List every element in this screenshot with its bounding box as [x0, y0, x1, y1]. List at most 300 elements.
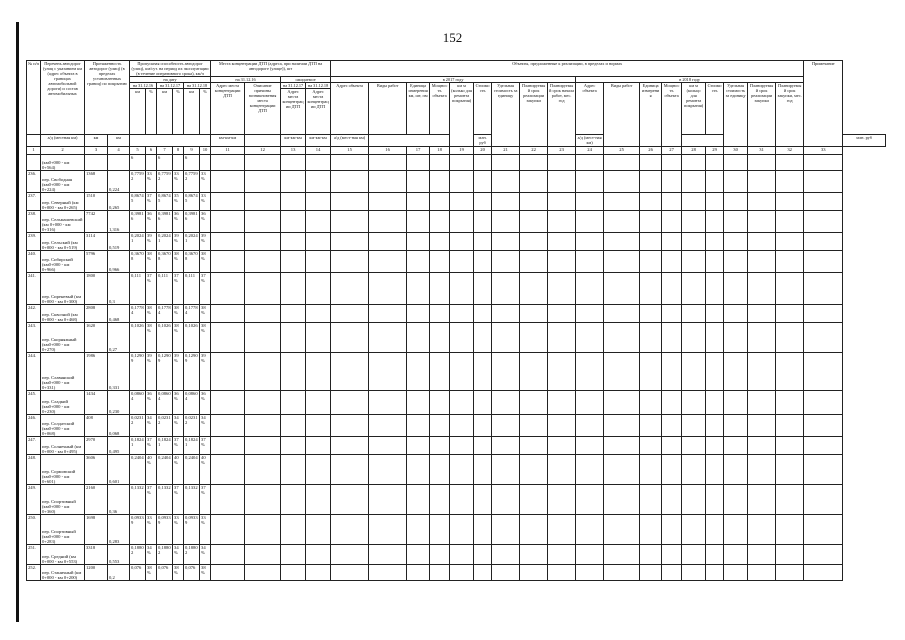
empty-cell: [724, 415, 748, 437]
empty-cell: [245, 273, 281, 305]
column-number-cell: 11: [211, 147, 245, 155]
empty-cell: [492, 171, 520, 193]
empty-cell: [804, 323, 843, 353]
empty-cell: [331, 251, 369, 273]
empty-cell: [331, 273, 369, 305]
cell-name: пер. Сибирский (км0+000 - км 0+966): [41, 251, 85, 273]
empty-cell: [450, 193, 474, 211]
empty-cell: [706, 233, 724, 251]
empty-cell: [245, 193, 281, 211]
empty-cell: [281, 391, 306, 415]
empty-cell: [682, 323, 706, 353]
empty-cell: [474, 415, 492, 437]
empty-cell: [776, 545, 804, 565]
cell-name: пер. Средний (км 0+000 - км 0+553): [41, 545, 85, 565]
empty-cell: [724, 323, 748, 353]
empty-cell: [748, 455, 776, 485]
empty-cell: [245, 251, 281, 273]
header-col-dtp-places: Места концентрации ДТП (адреса, при наличии ДТП на автодороге (улице)), шт: [211, 61, 331, 77]
cell-asp: 0,27: [108, 323, 130, 353]
header-unit-km-2: км: [157, 89, 173, 135]
header-dtp-d3: на 31.12.18: [306, 83, 331, 89]
cell-p3: 38%: [200, 323, 211, 353]
header-unit-pct-2: %: [173, 89, 184, 135]
table-row: [27, 193, 886, 211]
cell-v2: 0,1778 4: [157, 305, 173, 323]
empty-cell: [211, 415, 245, 437]
empty-cell: [369, 455, 407, 485]
empty-cell: [492, 391, 520, 415]
empty-cell: [776, 193, 804, 211]
empty-cell: [211, 233, 245, 251]
empty-cell: [369, 545, 407, 565]
cell-v2: 0,2024 1: [157, 233, 173, 251]
column-number-cell: 14: [306, 147, 331, 155]
cell-p3: 37%: [200, 485, 211, 515]
empty-cell: [430, 171, 450, 193]
empty-cell: [682, 193, 706, 211]
empty-cell: [492, 273, 520, 305]
empty-cell: [245, 233, 281, 251]
empty-cell: [706, 251, 724, 273]
cell-len: 1200: [85, 565, 108, 581]
empty-cell: [281, 193, 306, 211]
cell-p3: 33%: [200, 171, 211, 193]
empty-cell: [706, 545, 724, 565]
cell-v3: 0,0860 4: [184, 391, 200, 415]
empty-cell: [520, 455, 548, 485]
cell-p3: 39%: [200, 233, 211, 251]
empty-cell: [450, 251, 474, 273]
empty-cell: [520, 353, 548, 391]
cell-v2: 0,111: [157, 273, 173, 305]
empty-cell: [662, 211, 682, 233]
empty-cell: [407, 437, 430, 455]
header-dtp-addr-2: Адрес места концентрации ДТП: [281, 89, 306, 135]
empty-cell: [604, 193, 640, 211]
cell-v2: 0,076: [157, 565, 173, 581]
table-row: [27, 211, 886, 233]
column-number-cell: 20: [474, 147, 492, 155]
empty-cell: [748, 565, 776, 581]
empty-cell: [724, 251, 748, 273]
empty-cell: [520, 305, 548, 323]
empty-cell: [604, 233, 640, 251]
empty-cell: [576, 323, 604, 353]
empty-cell: [211, 251, 245, 273]
cell-v1: 0,7759 2: [130, 171, 146, 193]
cell-v2: 6: [157, 155, 173, 171]
cell-no: 252.: [27, 565, 41, 581]
cell-v1: 0,111: [130, 273, 146, 305]
cell-no: 248.: [27, 455, 41, 485]
cell-asp: [108, 155, 130, 171]
header-dtp-date: на 31.12.16: [211, 77, 281, 83]
cell-p3: 38%: [200, 305, 211, 323]
cell-v3: 0,1026: [184, 323, 200, 353]
empty-cell: [640, 515, 662, 545]
header-col-capacity: Пропускная способность автодорог (улиц), км/сут. на период их эксплуатации (в течение оперативного срока), км/ч: [130, 61, 211, 77]
empty-cell: [682, 455, 706, 485]
empty-cell: [331, 171, 369, 193]
table-row: [27, 515, 886, 545]
empty-cell: [281, 171, 306, 193]
empty-cell: [682, 155, 706, 171]
empty-cell: [724, 305, 748, 323]
empty-cell: [331, 455, 369, 485]
empty-cell: [474, 211, 492, 233]
empty-cell: [306, 211, 331, 233]
empty-cell: [450, 171, 474, 193]
empty-cell: [407, 211, 430, 233]
empty-cell: [548, 353, 576, 391]
cell-v2: 0,3981 6: [157, 211, 173, 233]
empty-cell: [520, 193, 548, 211]
column-number-cell: 28: [682, 147, 706, 155]
column-number-cell: 5: [130, 147, 146, 155]
page-number: 152: [442, 30, 463, 45]
cell-asp: 0,3: [108, 273, 130, 305]
left-margin-rule: [16, 22, 19, 622]
header-plan-works: Планируемый срок начала работ, мес. год: [548, 83, 576, 147]
empty-cell: [430, 251, 450, 273]
cell-name: пер. Сельмашевский (км 0+000 - км 0+316): [41, 211, 85, 233]
column-number-cell: 15: [331, 147, 369, 155]
empty-cell: [804, 437, 843, 455]
empty-cell: [804, 415, 843, 437]
cell-v1: 0,3981 6: [130, 211, 146, 233]
cell-p1: 33%: [146, 515, 157, 545]
column-number-cell: 7: [157, 147, 173, 155]
empty-cell: [776, 565, 804, 581]
empty-cell: [245, 353, 281, 391]
cell-p1: 38%: [146, 251, 157, 273]
empty-cell: [407, 155, 430, 171]
empty-cell: [548, 171, 576, 193]
header-unit-km-1: км: [130, 89, 146, 135]
empty-cell: [407, 485, 430, 515]
cell-p1: 38%: [146, 323, 157, 353]
empty-cell: [474, 455, 492, 485]
cell-len: 408: [85, 415, 108, 437]
empty-cell: [682, 391, 706, 415]
empty-cell: [430, 415, 450, 437]
cell-v3: 6: [184, 155, 200, 171]
empty-cell: [604, 323, 640, 353]
empty-cell: [492, 155, 520, 171]
cell-v2: 0,8674 5: [157, 193, 173, 211]
cell-v3: 0,1824 1: [184, 437, 200, 455]
header-units-blank-4: [682, 135, 748, 147]
cell-v3: 0,3981 6: [184, 211, 200, 233]
header-col-objects: Объекты, предложенные к реализации, в пределах и нормах: [331, 61, 804, 77]
empty-cell: [450, 565, 474, 581]
empty-cell: [211, 323, 245, 353]
header-unit-addr-km-2: а/д (мест-ная км): [331, 135, 369, 147]
column-number-cell: 13: [281, 147, 306, 155]
empty-cell: [640, 155, 662, 171]
empty-cell: [407, 545, 430, 565]
cell-p3: 33%: [200, 515, 211, 545]
empty-cell: [682, 273, 706, 305]
header-units-blank: [27, 135, 41, 147]
empty-cell: [211, 305, 245, 323]
empty-cell: [430, 565, 450, 581]
empty-cell: [662, 305, 682, 323]
empty-cell: [548, 437, 576, 455]
empty-cell: [331, 515, 369, 545]
cell-p3: 38%: [200, 251, 211, 273]
column-number-cell: 30: [724, 147, 748, 155]
empty-cell: [682, 305, 706, 323]
cell-len: 2160: [85, 485, 108, 515]
cell-asp: 0,224: [108, 171, 130, 193]
cell-p2: 38%: [173, 565, 184, 581]
cell-p2: 34%: [173, 545, 184, 565]
cell-v3: 0,1332: [184, 485, 200, 515]
column-number-cell: 31: [748, 147, 776, 155]
cell-v1: 0,0933 9: [130, 515, 146, 545]
header-sub-on-date: на дату: [130, 77, 211, 83]
cell-v2: 0,0860 4: [157, 391, 173, 415]
empty-cell: [748, 171, 776, 193]
empty-cell: [604, 565, 640, 581]
empty-cell: [474, 391, 492, 415]
empty-cell: [211, 211, 245, 233]
empty-cell: [430, 455, 450, 485]
cell-asp: 0,601: [108, 455, 130, 485]
empty-cell: [662, 233, 682, 251]
road-register-table: [26, 60, 886, 581]
empty-cell: [306, 437, 331, 455]
cell-no: [27, 155, 41, 171]
empty-cell: [281, 353, 306, 391]
empty-cell: [245, 515, 281, 545]
empty-cell: [474, 155, 492, 171]
cell-p2: 35%: [173, 193, 184, 211]
empty-cell: [492, 211, 520, 233]
empty-cell: [706, 455, 724, 485]
empty-cell: [492, 565, 520, 581]
empty-cell: [281, 305, 306, 323]
header-plan-date: Планируемый срок реализации закупки: [520, 83, 548, 147]
cell-p1: 36%: [146, 211, 157, 233]
cell-len: [85, 155, 108, 171]
empty-cell: [331, 305, 369, 323]
empty-cell: [474, 515, 492, 545]
empty-cell: [748, 251, 776, 273]
empty-cell: [245, 305, 281, 323]
empty-cell: [369, 171, 407, 193]
header-col-length: Протяженность автодорог (улиц) (в пределах установленных границ) по покрытию: [85, 61, 130, 135]
cell-p3: 33%: [200, 193, 211, 211]
header-dtp-addr: Адрес места концентрации ДТП: [211, 83, 245, 135]
empty-cell: [662, 391, 682, 415]
empty-cell: [430, 155, 450, 171]
empty-cell: [748, 515, 776, 545]
empty-cell: [520, 273, 548, 305]
header-work-type: Виды работ: [369, 83, 407, 135]
cell-p2: 33%: [173, 171, 184, 193]
cell-v1: 0,2404: [130, 455, 146, 485]
header-unit-kmkm-3: км-км-км: [306, 135, 331, 147]
empty-cell: [211, 391, 245, 415]
cell-v1: 0,1290 9: [130, 353, 146, 391]
empty-cell: [604, 455, 640, 485]
empty-cell: [706, 273, 724, 305]
cell-p2: 38%: [173, 251, 184, 273]
empty-cell: [245, 155, 281, 171]
cell-no: 240.: [27, 251, 41, 273]
table-row: [27, 415, 886, 437]
empty-cell: [331, 415, 369, 437]
cell-asp: 0,36: [108, 485, 130, 515]
cell-len: 3606: [85, 455, 108, 485]
header-unit-kmkm-2: км-км-км: [281, 135, 306, 147]
empty-cell: [604, 155, 640, 171]
empty-cell: [245, 545, 281, 565]
column-number-cell: 2: [41, 147, 85, 155]
empty-cell: [450, 455, 474, 485]
empty-cell: [576, 273, 604, 305]
empty-cell: [369, 485, 407, 515]
header-km-2018: км м (кольцо для ремонта покрытия): [682, 83, 706, 135]
cell-name: пер. Сормовский (км0+000 - км 0+601): [41, 455, 85, 485]
column-number-cell: 9: [184, 147, 200, 155]
empty-cell: [576, 437, 604, 455]
cell-v3: 0,111: [184, 273, 200, 305]
header-units-blank-2: [245, 135, 281, 147]
empty-cell: [576, 455, 604, 485]
empty-cell: [576, 353, 604, 391]
empty-cell: [211, 455, 245, 485]
empty-cell: [724, 171, 748, 193]
empty-cell: [576, 171, 604, 193]
empty-cell: [245, 171, 281, 193]
empty-cell: [748, 437, 776, 455]
empty-cell: [682, 545, 706, 565]
cell-no: 250.: [27, 515, 41, 545]
empty-cell: [306, 545, 331, 565]
empty-cell: [306, 565, 331, 581]
empty-cell: [281, 437, 306, 455]
cell-len: 1434: [85, 391, 108, 415]
empty-cell: [748, 211, 776, 233]
cell-v3: 0,7759 2: [184, 171, 200, 193]
cell-v1: 0,2024 1: [130, 233, 146, 251]
empty-cell: [548, 565, 576, 581]
empty-cell: [450, 485, 474, 515]
empty-cell: [407, 391, 430, 415]
empty-cell: [776, 353, 804, 391]
empty-cell: [281, 251, 306, 273]
empty-cell: [748, 415, 776, 437]
empty-cell: [492, 353, 520, 391]
cell-len: 1510: [85, 193, 108, 211]
empty-cell: [548, 391, 576, 415]
empty-cell: [548, 233, 576, 251]
cell-p1: 37%: [146, 437, 157, 455]
empty-cell: [682, 233, 706, 251]
empty-cell: [281, 415, 306, 437]
empty-cell: [776, 391, 804, 415]
empty-cell: [430, 233, 450, 251]
empty-cell: [306, 273, 331, 305]
empty-cell: [662, 545, 682, 565]
cell-v3: 0,1880 2: [184, 545, 200, 565]
empty-cell: [724, 353, 748, 391]
empty-cell: [281, 565, 306, 581]
empty-cell: [804, 193, 843, 211]
cell-v1: 0,1026: [130, 323, 146, 353]
empty-cell: [640, 233, 662, 251]
cell-v1: 0,1332: [130, 485, 146, 515]
empty-cell: [430, 211, 450, 233]
empty-cell: [662, 485, 682, 515]
empty-cell: [331, 155, 369, 171]
empty-cell: [492, 323, 520, 353]
column-number-cell: 12: [245, 147, 281, 155]
empty-cell: [306, 233, 331, 251]
cell-asp: 0,230: [108, 391, 130, 415]
empty-cell: [492, 415, 520, 437]
empty-cell: [604, 545, 640, 565]
empty-cell: [492, 233, 520, 251]
cell-v3: 0,0933 9: [184, 515, 200, 545]
header-dtp-d2: на 31.12.17: [281, 83, 306, 89]
cell-asp: 0,468: [108, 305, 130, 323]
empty-cell: [576, 485, 604, 515]
cell-no: 247.: [27, 437, 41, 455]
column-number-cell: 6: [146, 147, 157, 155]
empty-cell: [211, 353, 245, 391]
cell-v2: 0,1026: [157, 323, 173, 353]
cell-v2: 0,1824 1: [157, 437, 173, 455]
empty-cell: [576, 565, 604, 581]
empty-cell: [245, 455, 281, 485]
empty-cell: [369, 251, 407, 273]
empty-cell: [211, 193, 245, 211]
empty-cell: [450, 415, 474, 437]
header-cost-2018: Стоимость: [706, 83, 724, 135]
empty-cell: [662, 193, 682, 211]
cell-v3: 0,8674 5: [184, 193, 200, 211]
table-row: [27, 171, 886, 193]
empty-cell: [682, 171, 706, 193]
cell-p2: 36%: [173, 391, 184, 415]
empty-cell: [520, 391, 548, 415]
empty-cell: [430, 391, 450, 415]
empty-cell: [640, 485, 662, 515]
column-number-cell: 1: [27, 147, 41, 155]
empty-cell: [548, 545, 576, 565]
empty-cell: [748, 305, 776, 323]
header-power: Мощность объекта: [430, 83, 450, 135]
cell-no: 243.: [27, 323, 41, 353]
cell-p2: 37%: [173, 437, 184, 455]
cell-v1: 0,1880 2: [130, 545, 146, 565]
empty-cell: [369, 391, 407, 415]
empty-cell: [281, 323, 306, 353]
empty-cell: [640, 323, 662, 353]
empty-cell: [640, 211, 662, 233]
empty-cell: [748, 391, 776, 415]
empty-cell: [576, 515, 604, 545]
column-number-cell: 23: [548, 147, 576, 155]
empty-cell: [706, 211, 724, 233]
empty-cell: [576, 233, 604, 251]
header-unit-mln-2: млн. руб: [843, 135, 886, 147]
